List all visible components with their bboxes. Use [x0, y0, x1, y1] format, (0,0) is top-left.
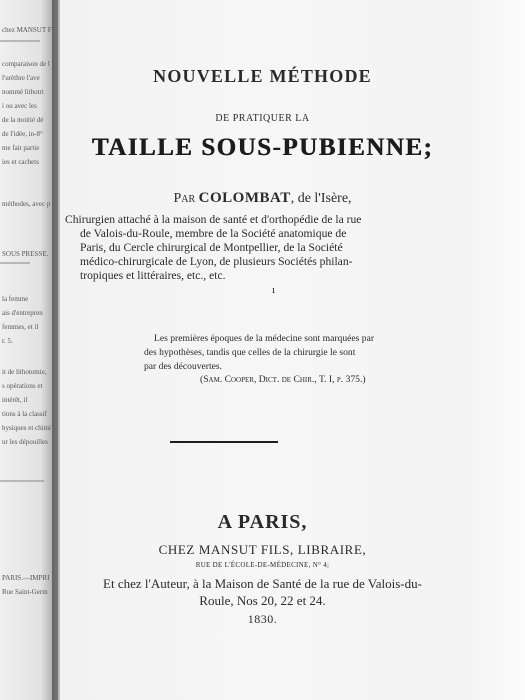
facing-page-fragment: Rue Saint-Germ: [2, 588, 48, 596]
author-description-line: Chirurgien attaché à la maison de santé et d'orthopédie de la rue: [65, 213, 362, 226]
title-line-3: TAILLE SOUS-PUBIENNE;: [91, 134, 434, 161]
author-origin: , de l'Isère,: [290, 191, 352, 206]
facing-page-fragment: la femme: [2, 295, 29, 303]
author-description-line: de Valois-du-Roule, membre de la Société anatomique de: [80, 227, 347, 240]
imprint-year: 1830.: [247, 612, 278, 626]
author-name: COLOMBAT: [198, 190, 291, 206]
imprint-publisher: CHEZ MANSUT FILS, LIBRAIRE,: [158, 542, 367, 557]
facing-page-fragment: r. 5.: [2, 337, 13, 345]
facing-page-fragment: hysiques et chimi: [2, 424, 51, 432]
facing-page-fragment: comparaison de l: [2, 60, 50, 68]
facing-page-fragment: ur les dépouilles: [2, 438, 48, 446]
facing-page-fragment: i ou avec les: [2, 102, 37, 110]
facing-page-line: [0, 40, 40, 42]
epigraph-line: des hypothèses, tandis que celles de la chirurgie le sont: [144, 347, 356, 358]
divider-rule: [170, 441, 278, 443]
facing-page-fragment: nommé lithotri: [2, 88, 44, 96]
facing-page-fragment: femmes, et il: [2, 323, 39, 331]
facing-page-fragment: de l'idée, in-8°: [2, 130, 43, 138]
facing-page-line: [0, 262, 30, 264]
facing-page-fragment: l'urèthre l'ave: [2, 74, 40, 82]
epigraph-citation: (Sam. Cooper, Dict. de Chir., T. I, p. 375.): [200, 374, 366, 385]
facing-page-fragment: chez MANSUT F: [2, 26, 52, 34]
facing-page-fragment: s opérations et: [2, 382, 43, 390]
facing-page-fragment: PARIS.—IMPRI: [2, 574, 50, 582]
imprint-city: A PARIS,: [217, 511, 308, 533]
author-description-line: médico-chirurgicale de Lyon, de plusieurs Sociétés philan-: [80, 255, 353, 268]
facing-page-fragment: ais d'entrepren: [2, 309, 43, 317]
printer-mark: ı: [272, 284, 276, 296]
epigraph-line: par des découvertes.: [144, 361, 223, 372]
imprint-author-line-2: Roule, Nos 20, 22 et 24.: [199, 593, 326, 608]
author-description-line: Paris, du Cercle chirurgical de Montpellier, de la Société: [80, 241, 343, 254]
author-line: [60, 190, 465, 207]
title-page: [60, 0, 525, 700]
facing-page-fragment: me fait partie: [2, 144, 40, 152]
title-line-2: DE PRATIQUER LA: [215, 113, 310, 124]
imprint-author-line-1: Et chez l'Auteur, à la Maison de Santé de la rue de Valois-du-: [103, 576, 422, 591]
facing-page-line: [0, 480, 44, 482]
facing-page-fragment: tions à la classif: [2, 410, 47, 418]
author-par: Par: [173, 191, 196, 206]
imprint-address: RUE DE L'ÉCOLE-DE-MÉDECINE, N° 4;: [195, 561, 330, 569]
facing-page-fragment: méthodes, avec p: [2, 200, 51, 208]
facing-page-fragment: it de lithotomie,: [2, 368, 47, 376]
facing-page: [0, 0, 58, 700]
title-line-1: NOUVELLE MÉTHODE: [153, 66, 372, 86]
page-edge-highlight: [465, 0, 525, 700]
facing-page-fragment: intérêt, il: [2, 396, 28, 404]
facing-page-fragment: de la moitié dé: [2, 116, 44, 124]
epigraph-line: Les premières époques de la médecine sont marquées par: [154, 333, 375, 344]
author-description-line: tropiques et littéraires, etc., etc.: [80, 269, 226, 282]
facing-page-fragment: ies et cachets: [2, 158, 39, 166]
facing-page-fragment: SOUS PRESSE.: [2, 250, 49, 258]
